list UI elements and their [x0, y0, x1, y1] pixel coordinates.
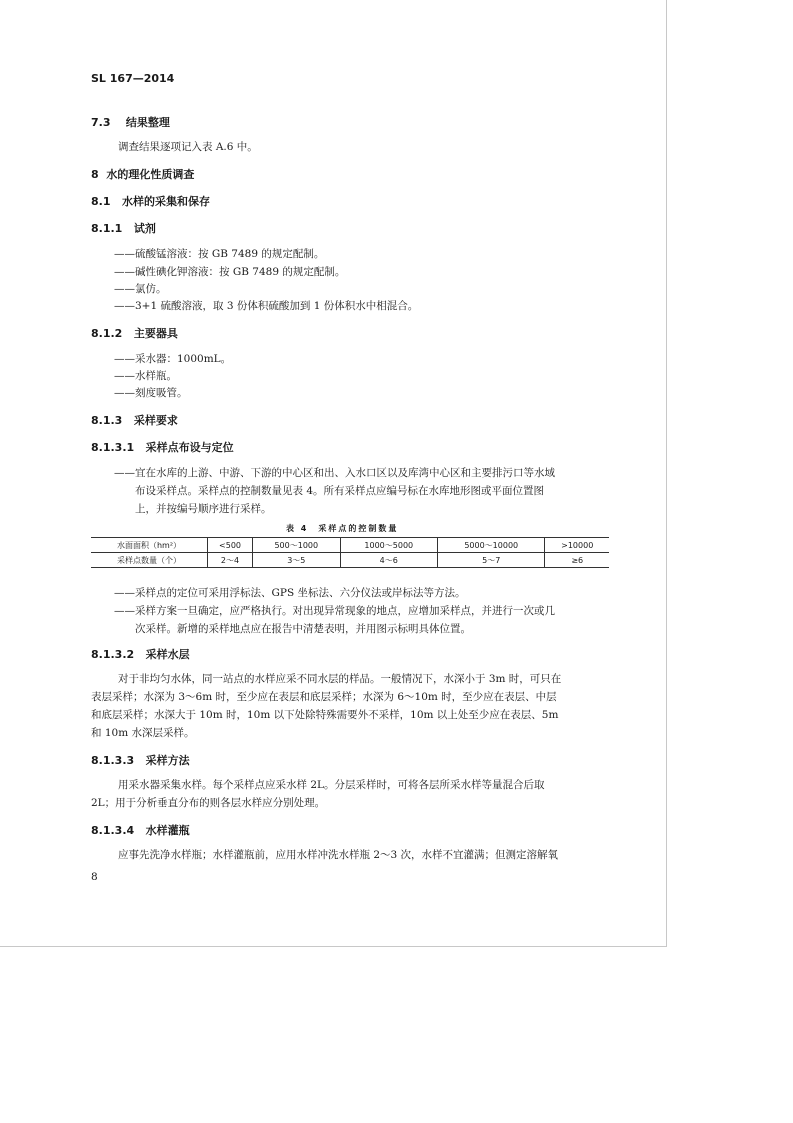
paragraph-line: 布设采样点。采样点的控制数量见表 4。所有采样点应编号标在水库地形图或平面位置图 [135, 485, 545, 497]
heading-8-1-3-3 [91, 752, 190, 768]
heading-8-1-3-2 [91, 646, 190, 662]
paragraph-line: 和底层采样；水深大于 10m 时，10m 以下处除特殊需要外不采样，10m 以上处至少应在表层、5m [91, 709, 559, 721]
heading-8-1-1 [91, 220, 156, 236]
reagent-item: ——碱性碘化钾溶液：按 GB 7489 的规定配制。 [114, 266, 346, 278]
reagent-item: ——硫酸锰溶液：按 GB 7489 的规定配制。 [114, 248, 325, 260]
heading-number: 8 [91, 168, 99, 181]
table-cell: ≥6 [545, 553, 609, 568]
table-row [91, 538, 609, 553]
table-cell: >10000 [545, 538, 609, 553]
paragraph-line: 次采样。新增的采样地点应在报告中清楚表明，并用图示标明具体位置。 [135, 623, 471, 635]
paragraph-line: 和 10m 水深层采样。 [91, 727, 195, 739]
heading-title: 采样要求 [133, 414, 178, 427]
heading-title: 采样点布设与定位 [145, 441, 234, 454]
paragraph-line: 2L；用于分析垂直分布的则各层水样应分别处理。 [91, 797, 326, 809]
table-row [91, 553, 609, 568]
table-cell: 2～4 [208, 553, 253, 568]
page-number: 8 [91, 871, 98, 883]
heading-title: 主要器具 [133, 327, 178, 340]
heading-8 [91, 166, 194, 182]
table-cell: 4～6 [340, 553, 437, 568]
table-cell: 3～5 [253, 553, 341, 568]
sampling-point-table [91, 537, 609, 568]
standard-code: SL 167—2014 [91, 72, 175, 85]
heading-8-1-3 [91, 412, 178, 428]
heading-7-3 [91, 114, 170, 130]
heading-title: 结果整理 [125, 116, 170, 129]
reagent-item: ——氯仿。 [114, 283, 167, 295]
heading-title: 试剂 [133, 222, 156, 235]
heading-title: 水样的采集和保存 [122, 195, 210, 208]
apparatus-item: ——采水器：1000mL。 [114, 353, 232, 365]
table-row-label: 水面面积（hm²） [91, 538, 208, 553]
heading-title: 水的理化性质调查 [106, 168, 195, 181]
heading-8-1-2 [91, 325, 178, 341]
paragraph-line: 上，并按编号顺序进行采样。 [135, 503, 272, 515]
reagent-item: ——3+1 硫酸溶液，取 3 份体积硫酸加到 1 份体积水中相混合。 [114, 300, 419, 312]
heading-number: 8.1.3 [91, 414, 123, 427]
heading-title: 采样方法 [145, 754, 190, 767]
paragraph-line: 用采水器采集水样。每个采样点应采水样 2L。分层采样时，可将各层所采水样等量混合后取 [118, 779, 545, 791]
heading-title: 采样水层 [145, 648, 190, 661]
heading-8-1-3-4 [91, 822, 190, 838]
table-row-label: 采样点数量（个） [91, 553, 208, 568]
paragraph-line: ——采样点的定位可采用浮标法、GPS 坐标法、六分仪法或岸标法等方法。 [114, 587, 466, 599]
heading-title: 水样灌瓶 [145, 824, 190, 837]
heading-number: 8.1.3.1 [91, 441, 135, 454]
paragraph-7-3: 调查结果逐项记入表 A.6 中。 [118, 141, 258, 153]
heading-number: 8.1.3.4 [91, 824, 135, 837]
heading-8-1 [91, 193, 210, 209]
paragraph-line: ——宜在水库的上游、中游、下游的中心区和出、入水口区以及库湾中心区和主要排污口等水域 [114, 467, 555, 479]
heading-number: 8.1.1 [91, 222, 123, 235]
table-cell: <500 [208, 538, 253, 553]
paragraph-line: 对于非均匀水体，同一站点的水样应采不同水层的样品。一般情况下，水深小于 3m 时，可只在 [118, 673, 562, 685]
paragraph-line: 表层采样；水深为 3～6m 时，至少应在表层和底层采样；水深为 6～10m 时，至少应在表层、中层 [91, 691, 557, 703]
table-cell: 5000～10000 [438, 538, 545, 553]
table-title: 表 4 采样点的控制数量 [286, 524, 399, 533]
apparatus-item: ——刻度吸管。 [114, 387, 188, 399]
heading-8-1-3-1 [91, 439, 234, 455]
heading-number: 8.1.3.3 [91, 754, 135, 767]
heading-number: 8.1 [91, 195, 111, 208]
table-cell: 500～1000 [253, 538, 341, 553]
paragraph-line: 应事先洗净水样瓶；水样灌瓶前，应用水样冲洗水样瓶 2～3 次，水样不宜灌满；但测定溶解氧 [118, 849, 559, 861]
apparatus-item: ——水样瓶。 [114, 370, 177, 382]
table-cell: 1000～5000 [340, 538, 437, 553]
heading-number: 7.3 [91, 116, 111, 129]
heading-number: 8.1.3.2 [91, 648, 135, 661]
paragraph-line: ——采样方案一旦确定，应严格执行。对出现异常现象的地点，应增加采样点，并进行一次或几 [114, 605, 555, 617]
table-cell: 5～7 [438, 553, 545, 568]
heading-number: 8.1.2 [91, 327, 123, 340]
